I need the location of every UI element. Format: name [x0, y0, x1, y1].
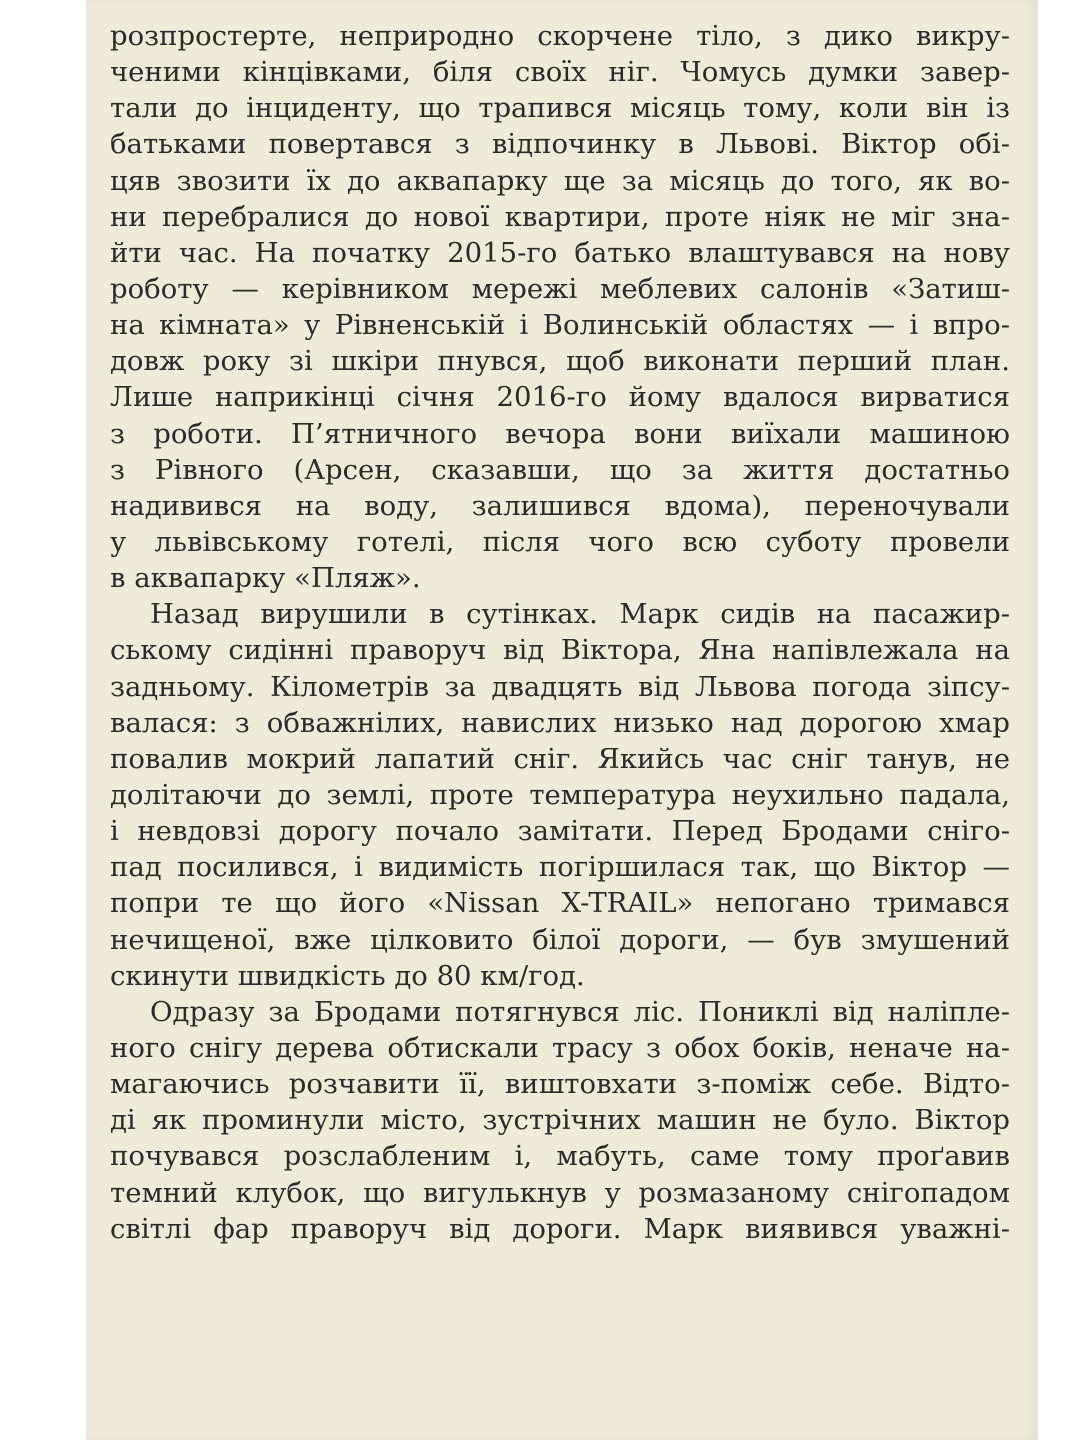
- text-line: повалив мокрий лапатий сніг. Якийсь час сніг танув, не: [110, 742, 1010, 775]
- text-line: довж року зі шкіри пнувся, щоб виконати перший план.: [110, 345, 1010, 378]
- text-line: з роботи. П’ятничного вечора вони виїхали машиною: [110, 417, 1010, 450]
- text-line: Назад вирушили в сутінках. Марк сидів на пасажир-: [150, 598, 1010, 631]
- text-line: йти час. На початку 2015-го батько влаштувався на нову: [110, 236, 1010, 269]
- text-line: задньому. Кілометрів за двадцять від Львова погода зіпсу-: [110, 670, 1010, 703]
- text-line: світлі фар праворуч від дороги. Марк виявився уважні-: [110, 1212, 1010, 1245]
- text-line: ді як проминули місто, зустрічних машин не було. Віктор: [110, 1104, 1010, 1137]
- text-line: з Рівного (Арсен, сказавши, що за життя достатньо: [110, 453, 1010, 486]
- text-line: попри те що його «Nissan X-TRAIL» непогано тримався: [110, 887, 1010, 920]
- paragraph-1: [110, 18, 1010, 596]
- page-text: [110, 18, 1010, 1247]
- text-line: тали до інциденту, що трапився місяць тому, коли він із: [110, 92, 1010, 125]
- text-line: розпростерте, неприродно скорчене тіло, з дико викру-: [110, 20, 1010, 52]
- text-line: Лише наприкінці січня 2016-го йому вдалося вирватися: [110, 381, 1010, 414]
- text-line: валася: з обважнілих, навислих низько над дорогою хмар: [110, 706, 1010, 739]
- text-line: темний клубок, що вигулькнув у розмазаному снігопадом: [110, 1176, 1010, 1209]
- text-line: Одразу за Бродами потягнувся ліс. Пониклі від наліпле-: [150, 995, 1010, 1028]
- text-line: батьками повертався з відпочинку в Львові. Віктор обі-: [110, 128, 1010, 161]
- paragraph-2: [110, 596, 1010, 994]
- text-line: скинути швидкість до 80 км/год.: [110, 959, 585, 992]
- text-line: ни перебралися до нової квартири, проте ніяк не міг зна-: [110, 200, 1010, 233]
- text-line: нечищеної, вже цілковито білої дороги, — був змушений: [110, 923, 1010, 956]
- text-line: роботу — керівником мережі меблевих салонів «Затиш-: [110, 272, 1010, 305]
- text-line: і невдовзі дорогу почало замітати. Перед Бродами сніго-: [110, 815, 1010, 848]
- text-line: долітаючи до землі, проте температура неухильно падала,: [110, 778, 1010, 811]
- text-line: ському сидінні праворуч від Віктора, Яна напівлежала на: [110, 634, 1010, 667]
- text-line: почувався розслабленим і, мабуть, саме тому проґавив: [110, 1140, 1010, 1173]
- text-line: на кімната» у Рівненській і Волинській областях — і впро-: [110, 309, 1010, 342]
- text-line: ченими кінцівками, біля своїх ніг. Чомусь думки завер-: [110, 56, 1010, 89]
- text-line: у львівському готелі, після чого всю суботу провели: [110, 525, 1010, 558]
- paragraph-3: [110, 994, 1010, 1247]
- text-line: ного снігу дерева обтискали трасу з обох боків, неначе на-: [110, 1031, 1010, 1064]
- text-line: в аквапарку «Пляж».: [110, 562, 421, 595]
- text-line: магаючись розчавити її, виштовхати з-поміж себе. Відто-: [110, 1068, 1010, 1101]
- text-line: цяв звозити їх до аквапарку ще за місяць до того, як во-: [110, 164, 1010, 197]
- text-line: надивився на воду, залишився вдома), переночували: [110, 489, 1010, 522]
- text-line: пад посилився, і видимість погіршилася так, що Віктор —: [110, 851, 1010, 884]
